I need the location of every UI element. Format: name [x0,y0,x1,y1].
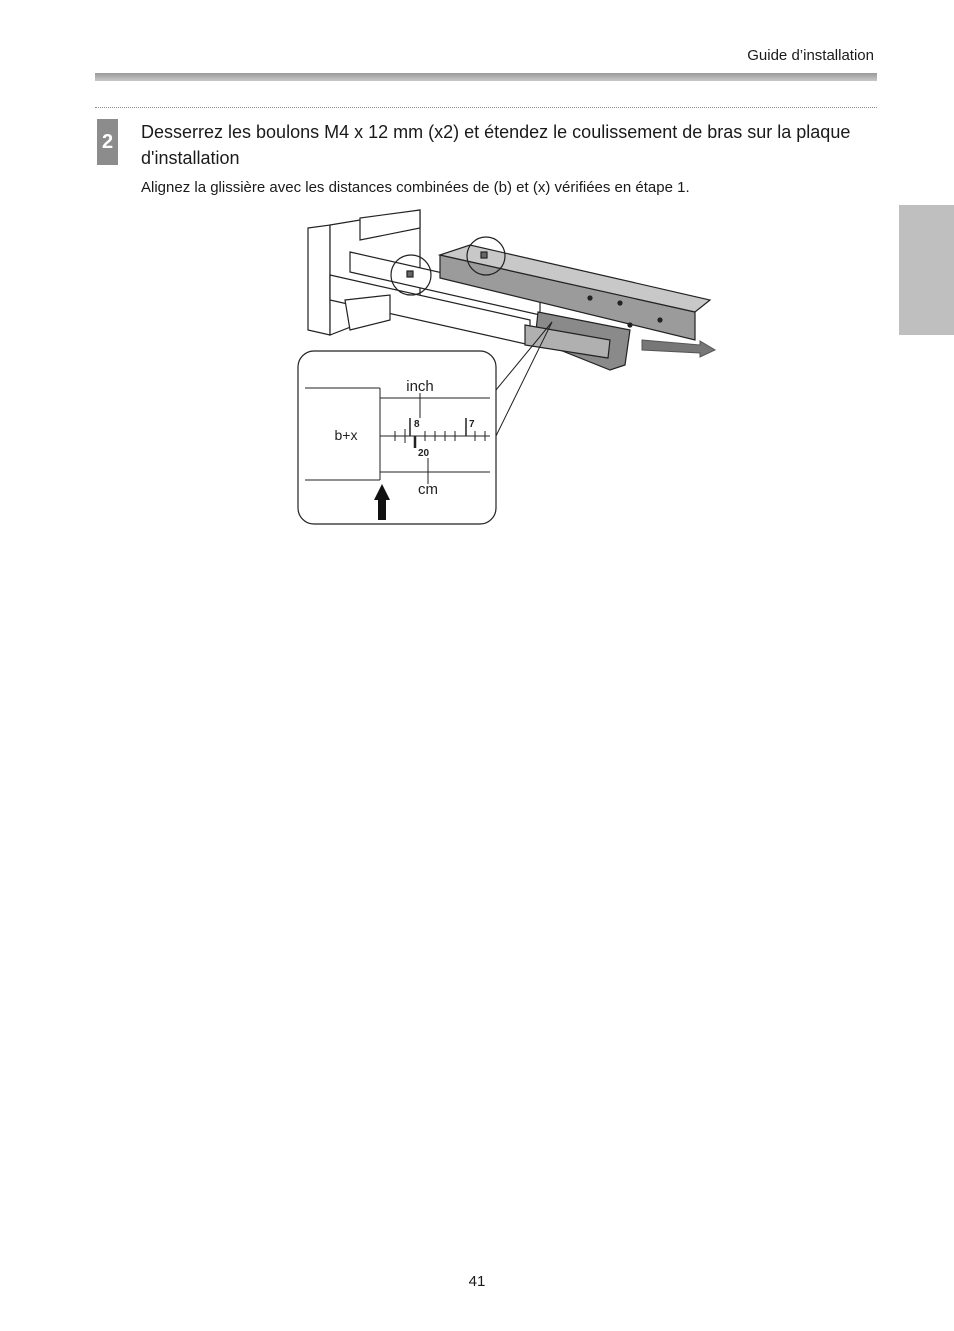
scale-label-cm: cm [418,481,438,498]
section-divider [95,107,877,108]
side-section-tab [899,205,954,335]
scale-label-bx: b+x [334,427,358,443]
scale-tick-20: 20 [418,448,430,459]
header-rule [95,73,877,81]
scale-detail-callout [298,351,496,524]
step-number-badge: 2 [97,119,118,165]
direction-arrow-icon [642,340,715,357]
installation-illustration [290,200,730,530]
page-number: 41 [468,1273,486,1290]
step-title: Desserrez les boulons M4 x 12 mm (x2) et étendez le coulissement de bras sur la plaque d'installation [141,122,851,168]
header-title: Guide d’installation [747,47,874,64]
step-description: Alignez la glissière avec les distances combinées de (b) et (x) vérifiées en étape 1. [141,179,690,196]
scale-tick-7: 7 [469,419,475,430]
scale-tick-8: 8 [414,419,420,430]
scale-label-inch: inch [406,378,434,395]
